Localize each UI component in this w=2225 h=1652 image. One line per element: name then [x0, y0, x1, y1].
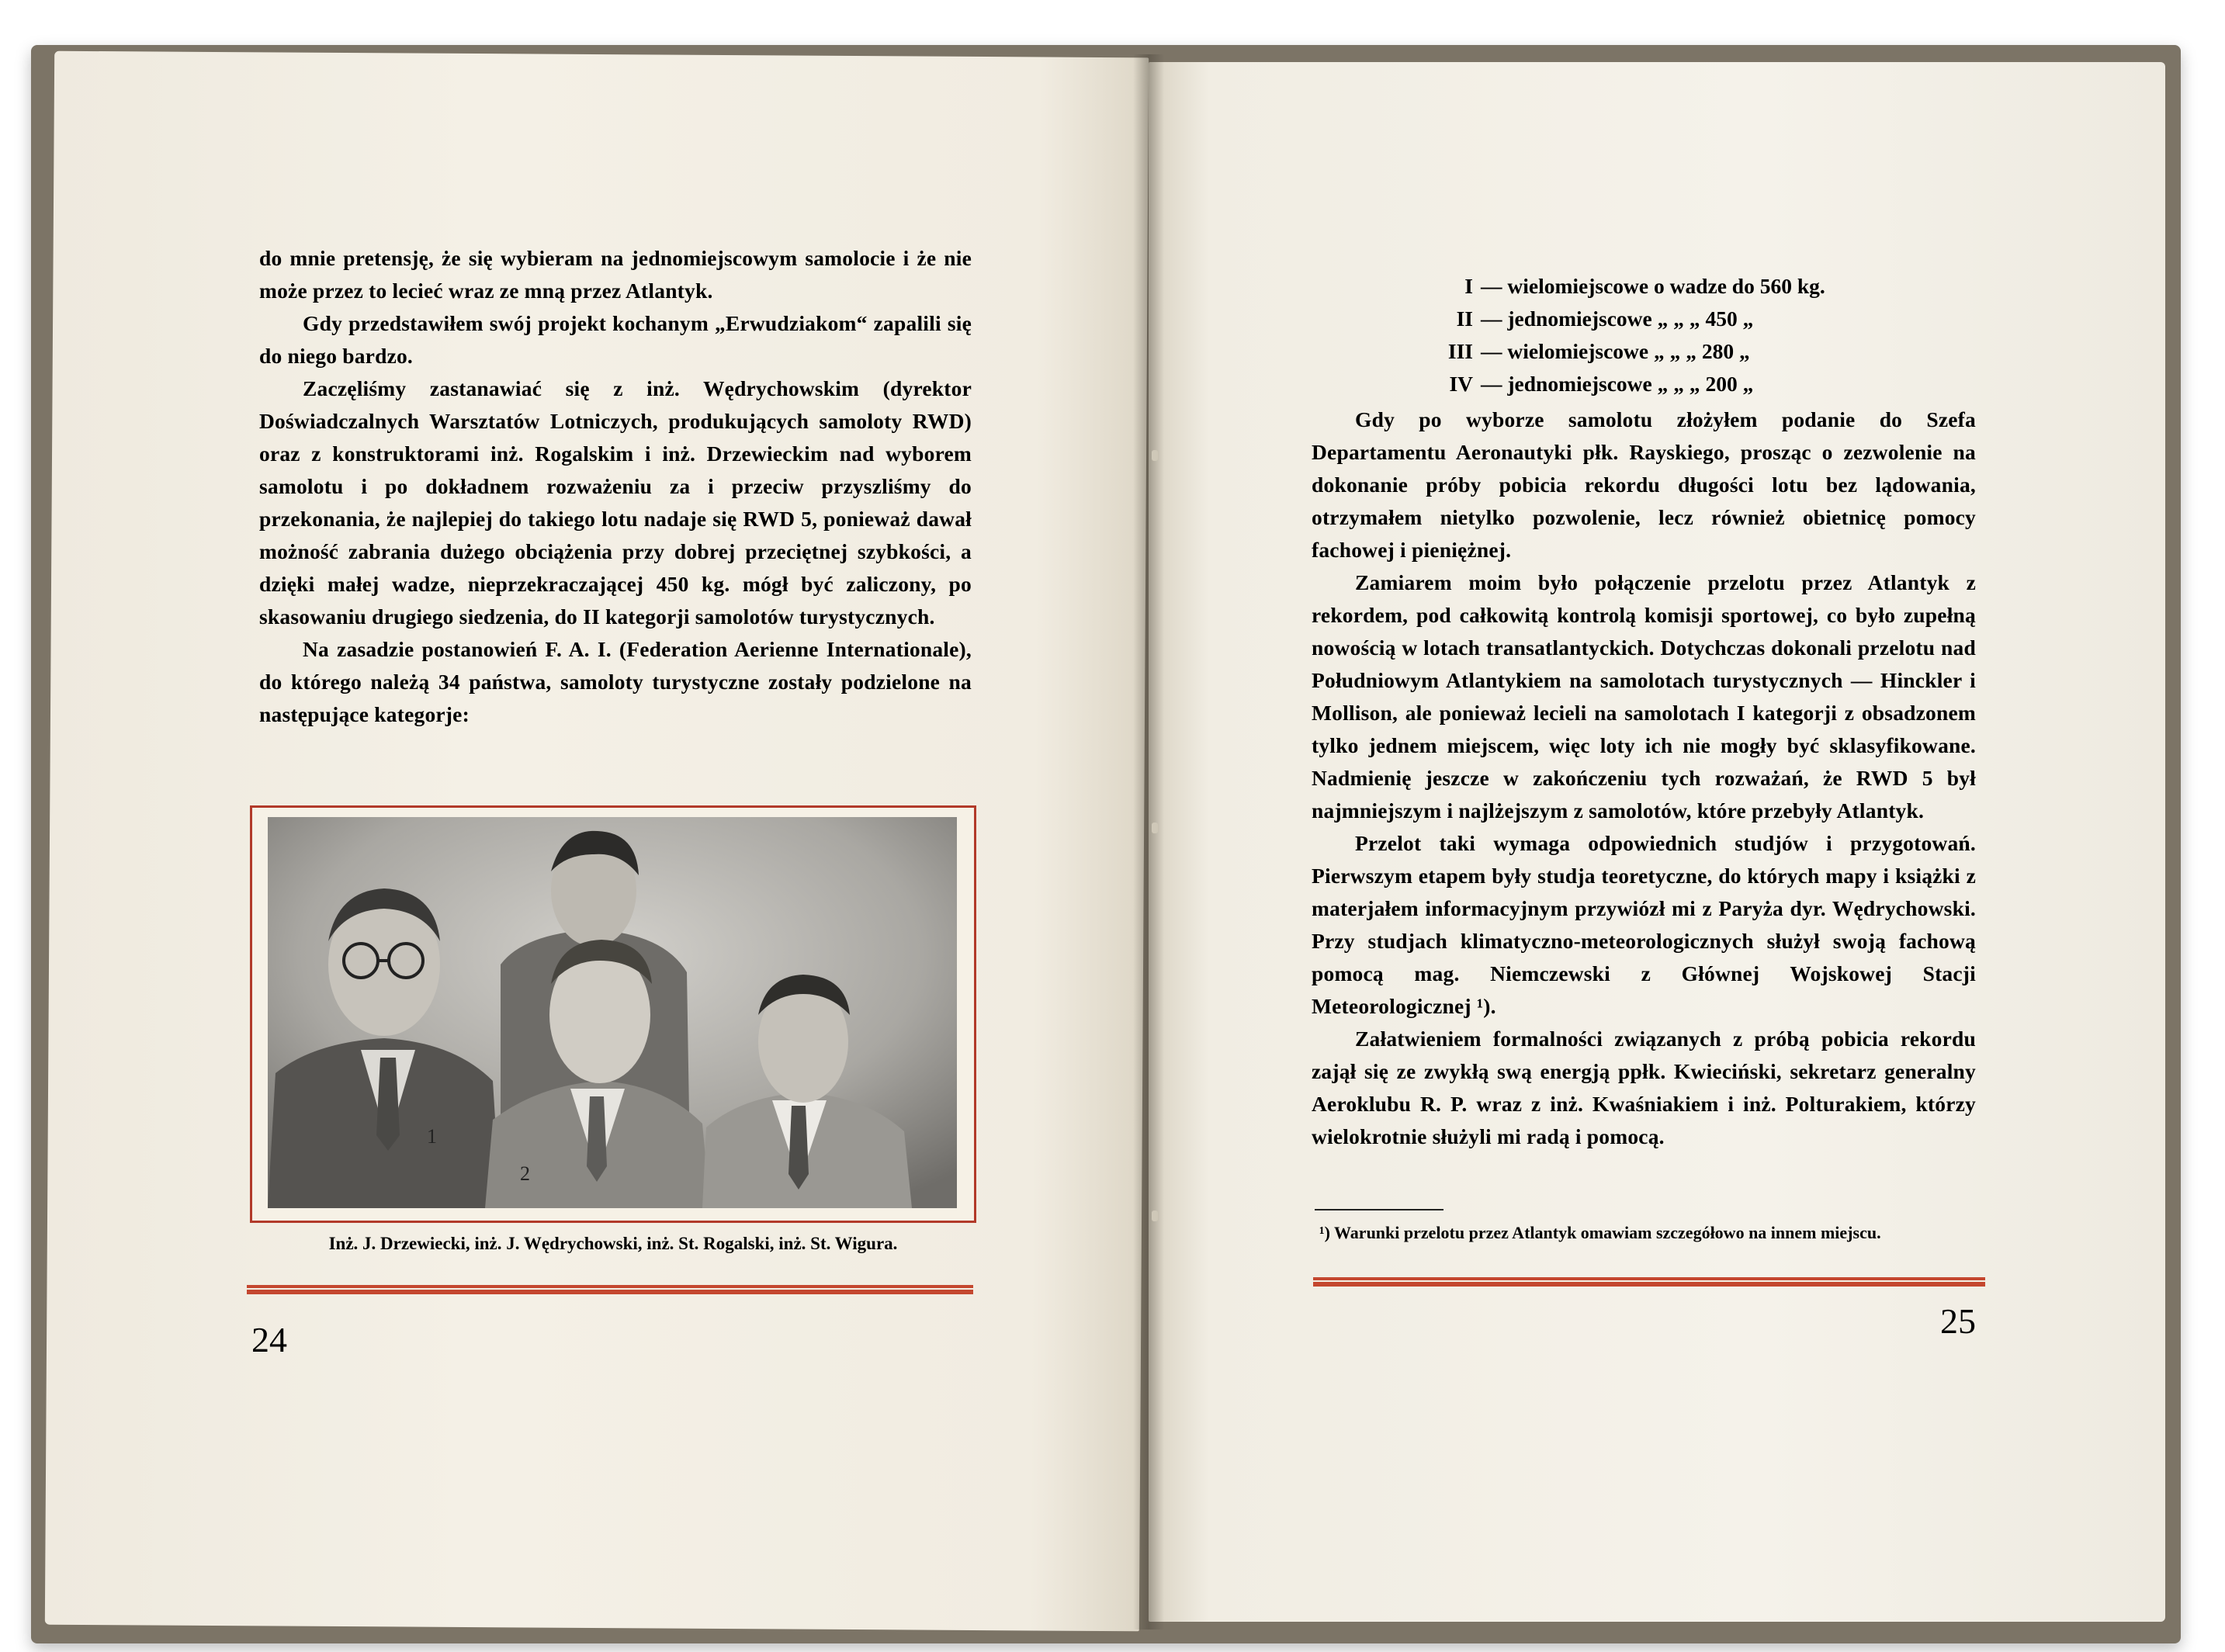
photo-label: 1: [427, 1125, 437, 1148]
category-number: I: [1464, 274, 1473, 298]
decorative-rule: [1313, 1277, 1985, 1287]
category-description: — jednomiejscowe „ „ „ 200 „: [1481, 372, 1754, 396]
paragraph: Zamiarem moim było połączenie przelotu przez Atlantyk z rekordem, pod całkowitą kontrolą komisji sportowej, co było zupełną nowością w lotach transatlantyckich. Dotychczas dokonali przelotu nad Południowym Atlantykiem na samolotach turystycznych — Hinckler i Mollison, ale ponieważ lecieli na samolotach I kategorji z obsadzonem tylko jednem miejscem, więc loty ich nie mogły być sklasyfikowane. Nadmienię jeszcze w zakończeniu tych rozważań, że RWD 5 był najmniejszym i najlżejszym z samolotów, które przebyły Atlantyk.: [1312, 570, 1976, 823]
category-description: — jednomiejscowe „ „ „ 450 „: [1481, 307, 1754, 331]
decorative-rule: [247, 1285, 973, 1294]
category-description: — wielomiejscowe „ „ „ 280 „: [1481, 339, 1750, 363]
category-description: — wielomiejscowe o wadze do 560 kg.: [1481, 274, 1825, 298]
paragraph: Gdy przedstawiłem swój projekt kochanym „Erwudziakom“ zapalili się do niego bardzo.: [259, 311, 972, 368]
binding-hole: [1152, 1210, 1158, 1221]
list-item: [1405, 303, 1870, 335]
category-number: III: [1447, 339, 1473, 363]
paragraph: Na zasadzie postanowień F. A. I. (Federation Aerienne Internationale), do którego należą 34 państwa, samoloty turystyczne zostały podzielone na następujące kategorje:: [259, 637, 972, 726]
category-number: IV: [1449, 372, 1473, 396]
paragraph: Zaczęliśmy zastanawiać się z inż. Wędrychowskim (dyrektor Doświadczalnych Warsztatów Lotniczych, produkujących samoloty RWD) oraz z konstruktorami inż. Rogalskim i inż. Drzewieckim nad wyborem samolotu i po dokładnem rozważeniu za i przeciw przyszliśmy do przekonania, że najlepiej do takiego lotu nadaje się RWD 5, ponieważ dawał możność zabrania dużego obciążenia przy dobrej przeciętnej szybkości, a dzięki małej wadze, nieprzekraczającej 450 kg. mógł być zaliczony, po skasowaniu drugiego siedzenia, do II kategorji samolotów turystycznych.: [259, 376, 972, 629]
page-number: 24: [251, 1320, 287, 1359]
category-number: II: [1456, 307, 1473, 331]
photo-label: 2: [520, 1162, 530, 1185]
list-item: [1405, 270, 1870, 303]
paragraph: Przelot taki wymaga odpowiednich studjów i przygotowań. Pierwszym etapem były studja teoretyczne, do których mapy i książki z materjałem informacyjnym przywiózł mi z Paryża dyr. Wędrychowski. Przy studjach klimatyczno-meteorologicznych służył swoją fachową pomocą mag. Niemczewski z Głównej Wojskowej Stacji Meteorologicznej ¹).: [1312, 831, 1976, 1018]
photo-frame: [250, 805, 976, 1223]
paragraph: Załatwieniem formalności związanych z próbą pobicia rekordu zajął się ze zwykłą swą energją ppłk. Kwieciński, sekretarz generalny Aeroklubu R. P. wraz z inż. Kwaśniakiem i inż. Polturakiem, którzy wielokrotnie służyli mi radą i pomocą.: [1312, 1027, 1976, 1148]
paragraph: Gdy po wyborze samolotu złożyłem podanie do Szefa Departamentu Aeronautyki płk. Rayskiego, prosząc o zezwolenie na dokonanie próby pobicia rekordu długości lotu bez lądowania, otrzymałem nietylko pozwolenie, lecz również obietnicę pomocy fachowej i pieniężnej.: [1312, 407, 1976, 562]
left-page-text: [259, 242, 972, 731]
photo-caption: Inż. J. Drzewiecki, inż. J. Wędrychowski, inż. St. Rogalski, inż. St. Wigura.: [328, 1234, 898, 1253]
footnote: ¹) Warunki przelotu przez Atlantyk omawiam szczegółowo na innem miejscu.: [1319, 1223, 1881, 1242]
binding-hole: [1152, 823, 1158, 833]
paragraph: do mnie pretensję, że się wybieram na jednomiejscowym samolocie i że nie może przez to lecieć wraz ze mną przez Atlantyk.: [259, 246, 972, 303]
page-number: 25: [1940, 1301, 1976, 1341]
list-item: [1405, 368, 1870, 400]
group-portrait-photo: [268, 817, 957, 1208]
list-item: [1405, 335, 1870, 368]
book-gutter: [1133, 54, 1164, 1629]
category-list: [1405, 270, 1870, 400]
right-page-text: [1312, 403, 1976, 1153]
footnote-divider: [1315, 1209, 1443, 1210]
binding-hole: [1152, 450, 1158, 461]
